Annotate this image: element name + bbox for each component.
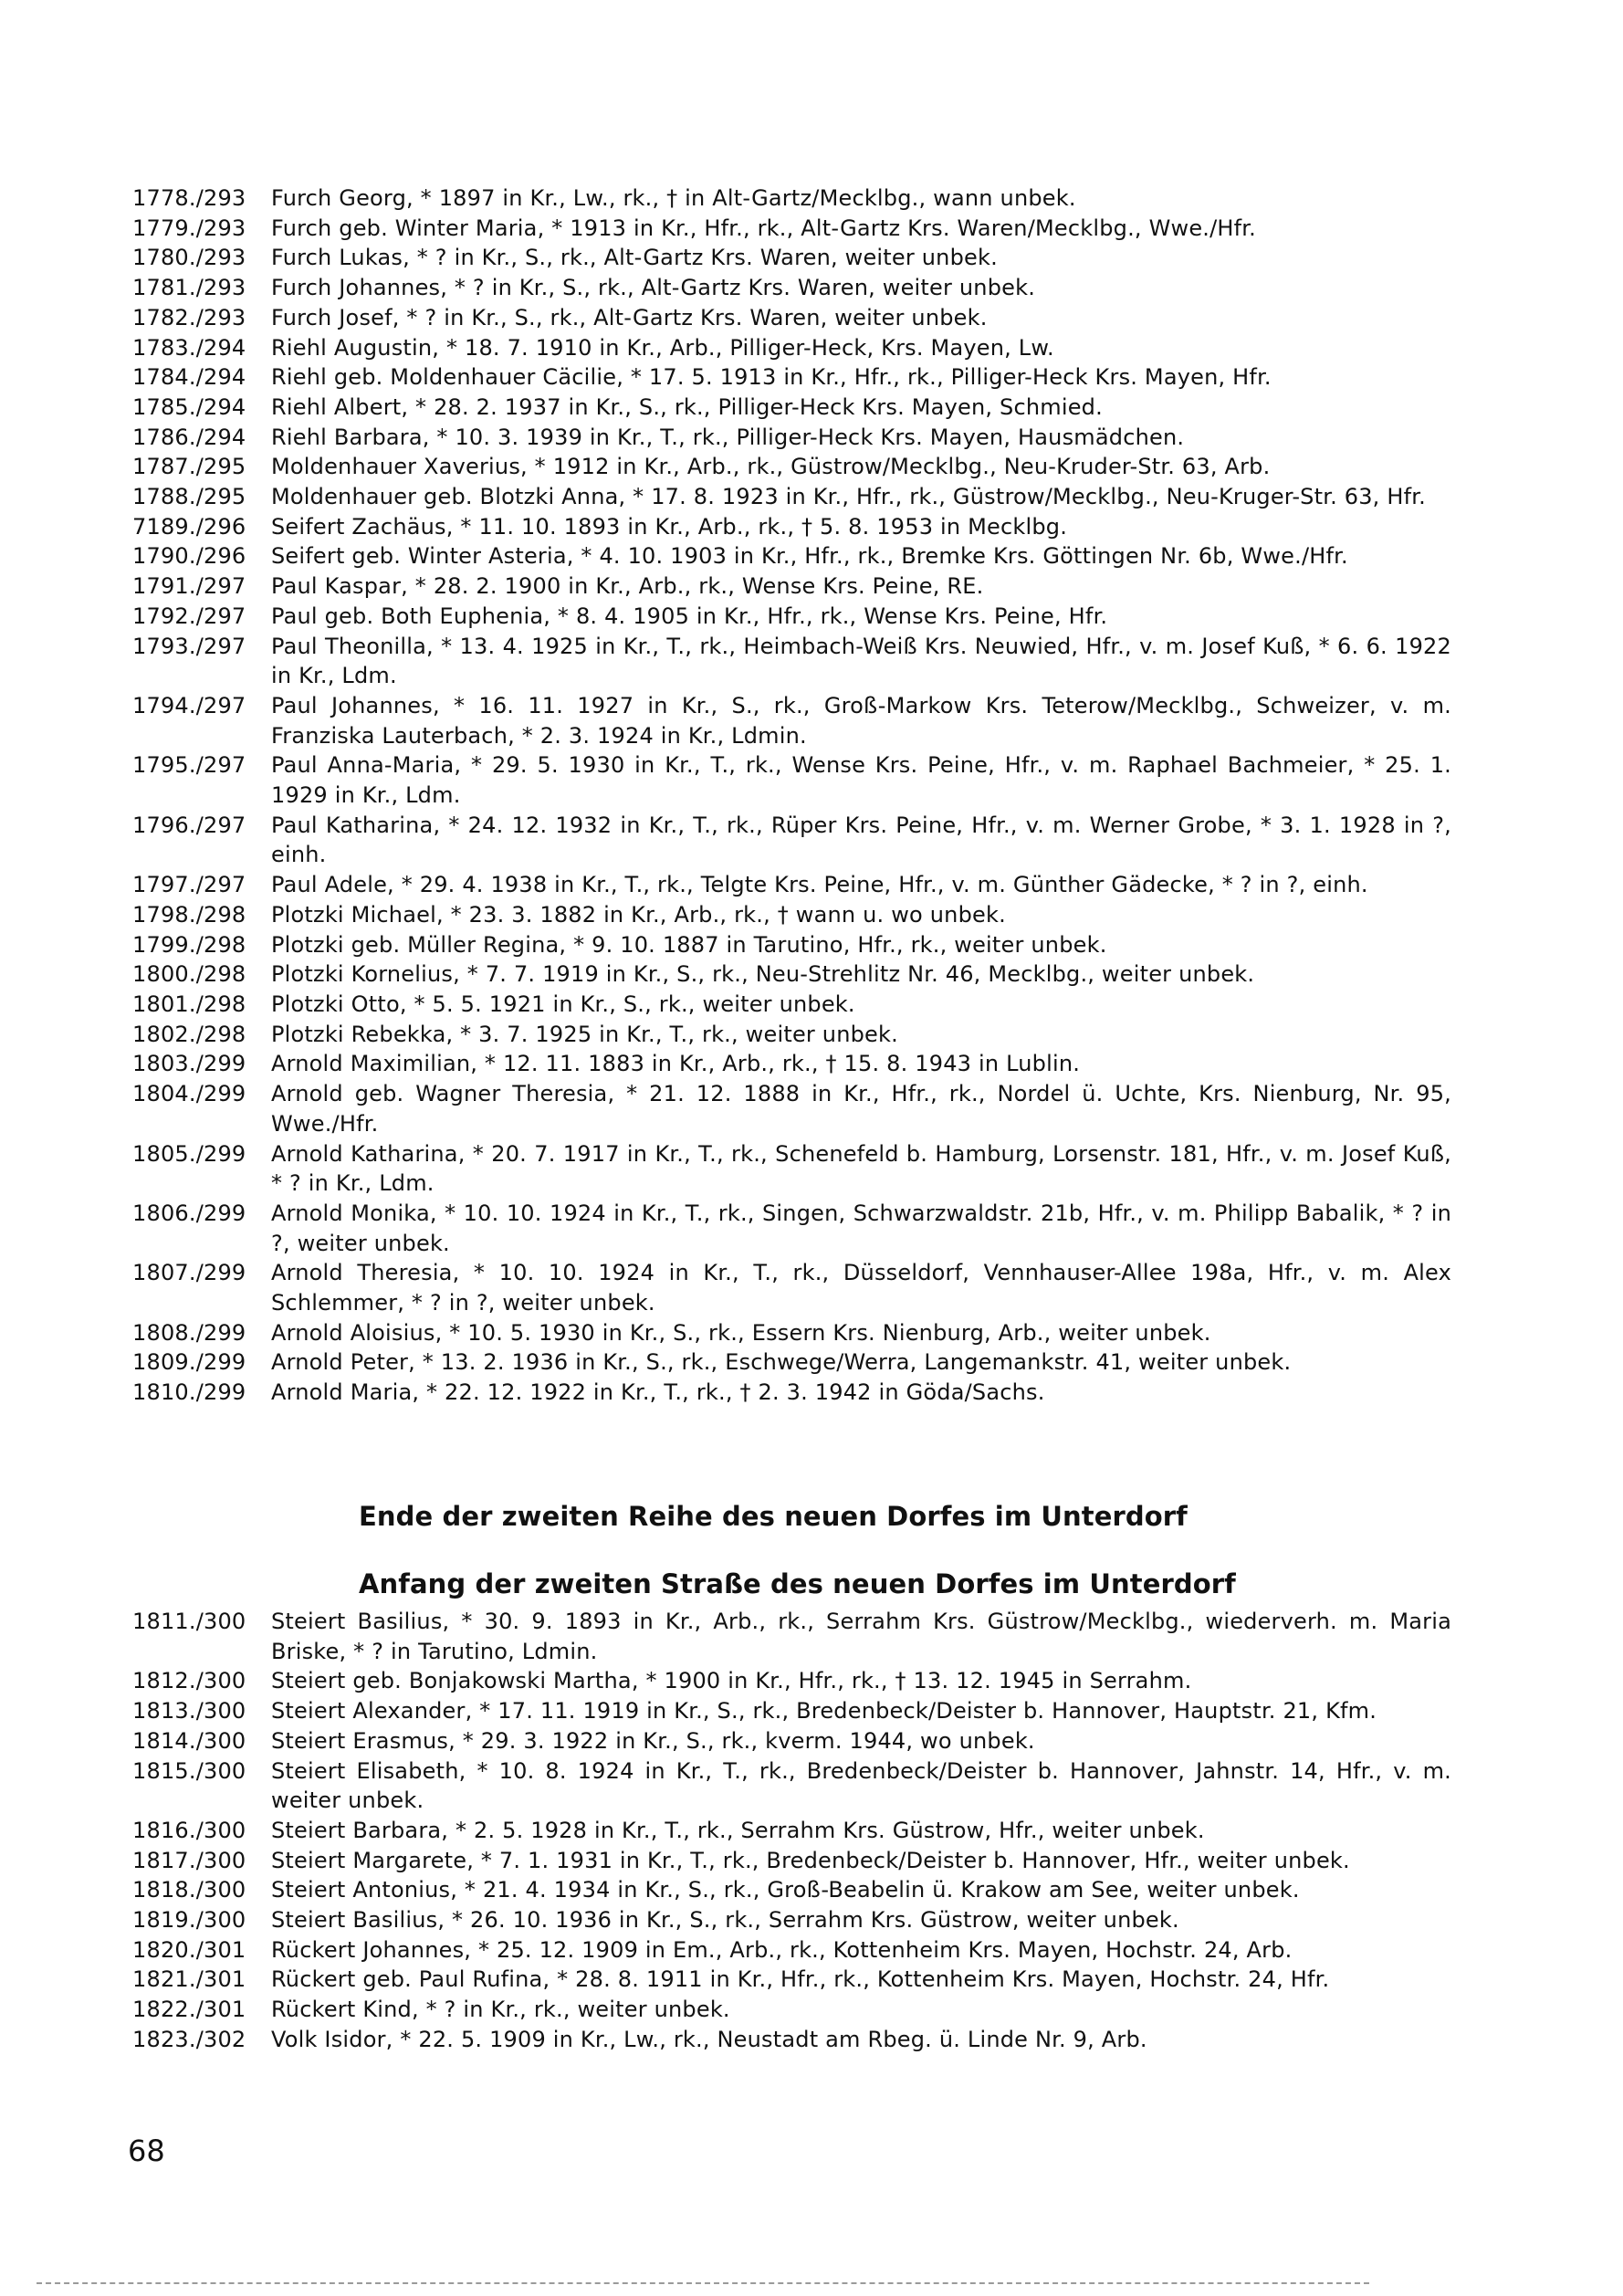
register-entry xyxy=(132,1079,1451,1138)
entry-number: 1782./293 xyxy=(132,304,246,330)
entry-text: Paul Adele, * 29. 4. 1938 in Kr., T., rk., Telgte Krs. Peine, Hfr., v. m. Günther Gädecke, * ? in ?, einh. xyxy=(271,872,1368,898)
entry-number: 1802./298 xyxy=(132,1021,246,1047)
register-entry xyxy=(132,1258,1451,1317)
entry-number: 1818./300 xyxy=(132,1877,246,1903)
entry-text: Steiert Elisabeth, * 10. 8. 1924 in Kr., T., rk., Bredenbeck/Deister b. Hannover, Jahnstr. 14, Hfr., v. m. weiter unbek. xyxy=(271,1757,1451,1814)
register-entry xyxy=(132,1995,1451,2025)
entry-number: 1778./293 xyxy=(132,185,246,211)
entry-text: Arnold Aloisius, * 10. 5. 1930 in Kr., S., rk., Essern Krs. Nienburg, Arb., weiter unbek. xyxy=(271,1319,1211,1346)
register-entry xyxy=(132,691,1451,750)
entry-text: Moldenhauer geb. Blotzki Anna, * 17. 8. 1923 in Kr., Hfr., rk., Güstrow/Mecklbg., Neu-Kruger-Str. 63, Hfr. xyxy=(271,484,1426,510)
entry-number: 1799./298 xyxy=(132,931,246,958)
entry-number: 1784./294 xyxy=(132,364,246,391)
entry-text: Plotzki Kornelius, * 7. 7. 1919 in Kr., S., rk., Neu-Strehlitz Nr. 46, Mecklbg., weiter unbek. xyxy=(271,961,1255,988)
entry-text: Paul Anna-Maria, * 29. 5. 1930 in Kr., T., rk., Wense Krs. Peine, Hfr., v. m. Raphael Bachmeier, * 25. 1. 1929 in Kr., Ldm. xyxy=(271,752,1451,809)
entry-number: 1796./297 xyxy=(132,812,246,838)
entry-text: Arnold Maximilian, * 12. 11. 1883 in Kr., Arb., rk., † 15. 8. 1943 in Lublin. xyxy=(271,1051,1081,1077)
entry-number: 1791./297 xyxy=(132,573,246,600)
register-entry xyxy=(132,1049,1451,1079)
register-entry xyxy=(132,870,1451,900)
entry-text: Rückert Kind, * ? in Kr., rk., weiter unbek. xyxy=(271,1997,730,2023)
entry-number: 1805./299 xyxy=(132,1140,246,1167)
register-entry xyxy=(132,1935,1451,1966)
register-entry xyxy=(132,811,1451,870)
page-number: 68 xyxy=(128,2133,165,2168)
entry-text: Paul Katharina, * 24. 12. 1932 in Kr., T., rk., Rüper Krs. Peine, Hfr., v. m. Werner Grobe, * 3. 1. 1928 in ?, einh. xyxy=(271,812,1451,868)
entry-text: Rückert Johannes, * 25. 12. 1909 in Em., Arb., rk., Kottenheim Krs. Mayen, Hochstr. 24, Arb. xyxy=(271,1936,1293,1963)
entry-number: 1797./297 xyxy=(132,872,246,898)
entry-number: 1809./299 xyxy=(132,1349,246,1376)
entry-text: Arnold Maria, * 22. 12. 1922 in Kr., T., rk., † 2. 3. 1942 in Göda/Sachs. xyxy=(271,1379,1045,1406)
register-entry xyxy=(132,393,1451,423)
register-entry xyxy=(132,1347,1451,1378)
entry-text: Furch Johannes, * ? in Kr., S., rk., Alt-Gartz Krs. Waren, weiter unbek. xyxy=(271,275,1036,301)
entry-text: Steiert geb. Bonjakowski Martha, * 1900 in Kr., Hfr., rk., † 13. 12. 1945 in Serrahm. xyxy=(271,1668,1192,1694)
register-entry xyxy=(132,183,1451,214)
entry-text: Plotzki geb. Müller Regina, * 9. 10. 1887 in Tarutino, Hfr., rk., weiter unbek. xyxy=(271,931,1107,958)
entry-text: Steiert Antonius, * 21. 4. 1934 in Kr., S., rk., Groß-Beabelin ü. Krakow am See, weiter unbek. xyxy=(271,1877,1300,1903)
register-entry xyxy=(132,990,1451,1020)
entry-number: 1804./299 xyxy=(132,1081,246,1107)
register-entry xyxy=(132,303,1451,333)
entry-text: Seifert geb. Winter Asteria, * 4. 10. 1903 in Kr., Hfr., rk., Bremke Krs. Göttingen Nr. 6b, Wwe./Hfr. xyxy=(271,543,1348,570)
register-entry xyxy=(132,452,1451,482)
entry-number: 1810./299 xyxy=(132,1379,246,1406)
entry-text: Riehl Albert, * 28. 2. 1937 in Kr., S., rk., Pilliger-Heck Krs. Mayen, Schmied. xyxy=(271,393,1103,420)
register-entry xyxy=(132,930,1451,960)
register-entry xyxy=(132,1875,1451,1905)
entry-text: Arnold Monika, * 10. 10. 1924 in Kr., T., rk., Singen, Schwarzwaldstr. 21b, Hfr., v. m. Philipp Babalik, * ? in ?, weiter unbek. xyxy=(271,1200,1451,1256)
entry-text: Riehl Barbara, * 10. 3. 1939 in Kr., T., rk., Pilliger-Heck Krs. Mayen, Hausmädchen. xyxy=(271,424,1185,450)
entry-text: Arnold Katharina, * 20. 7. 1917 in Kr., T., rk., Schenefeld b. Hamburg, Lorsenstr. 181, Hfr., v. m. Josef Kuß, * ? in Kr., Ldm. xyxy=(271,1140,1451,1197)
entry-number: 1785./294 xyxy=(132,393,246,420)
entry-number: 1823./302 xyxy=(132,2026,246,2052)
register-entry xyxy=(132,1318,1451,1348)
bottom-scan-line xyxy=(37,2282,1369,2284)
register-entry xyxy=(132,482,1451,512)
entry-text: Plotzki Otto, * 5. 5. 1921 in Kr., S., rk., weiter unbek. xyxy=(271,991,855,1017)
entry-number: 1817./300 xyxy=(132,1847,246,1873)
entry-number: 1779./293 xyxy=(132,215,246,241)
entry-number: 1780./293 xyxy=(132,245,246,271)
register-entry xyxy=(132,2025,1451,2055)
entry-number: 1803./299 xyxy=(132,1051,246,1077)
entry-text: Seifert Zachäus, * 11. 10. 1893 in Kr., Arb., rk., † 5. 8. 1953 in Mecklbg. xyxy=(271,513,1068,540)
entry-text: Steiert Alexander, * 17. 11. 1919 in Kr., S., rk., Bredenbeck/Deister b. Hannover, Hauptstr. 21, Kfm. xyxy=(271,1698,1377,1725)
entry-number: 1815./300 xyxy=(132,1757,246,1784)
register-entry xyxy=(132,632,1451,691)
entry-number: 1793./297 xyxy=(132,633,246,659)
register-entry xyxy=(132,243,1451,273)
entry-text: Moldenhauer Xaverius, * 1912 in Kr., Arb., rk., Güstrow/Mecklbg., Neu-Kruder-Str. 63, Arb. xyxy=(271,454,1271,480)
entry-number: 1786./294 xyxy=(132,424,246,450)
entry-number: 1781./293 xyxy=(132,275,246,301)
entry-text: Furch Lukas, * ? in Kr., S., rk., Alt-Gartz Krs. Waren, weiter unbek. xyxy=(271,245,998,271)
entry-text: Paul Johannes, * 16. 11. 1927 in Kr., S., rk., Groß-Markow Krs. Teterow/Mecklbg., Schweizer, v. m. Franziska Lauterbach, * 2. 3. 1924 in Kr., Ldmin. xyxy=(271,692,1451,749)
register-entry xyxy=(132,1199,1451,1258)
entry-number: 1816./300 xyxy=(132,1817,246,1843)
register-entry xyxy=(132,1756,1451,1816)
entry-number: 1821./301 xyxy=(132,1966,246,1993)
entry-number: 1822./301 xyxy=(132,1997,246,2023)
entry-number: 1788./295 xyxy=(132,484,246,510)
entry-number: 1792./297 xyxy=(132,603,246,629)
register-entry xyxy=(132,1965,1451,1995)
register-entry xyxy=(132,1607,1451,1666)
entry-text: Riehl geb. Moldenhauer Cäcilie, * 17. 5. 1913 in Kr., Hfr., rk., Pilliger-Heck Krs. Mayen, Hfr. xyxy=(271,364,1272,391)
register-entry xyxy=(132,900,1451,930)
entry-text: Furch geb. Winter Maria, * 1913 in Kr., Hfr., rk., Alt-Gartz Krs. Waren/Mecklbg., Wwe./Hfr. xyxy=(271,215,1257,241)
entry-text: Steiert Erasmus, * 29. 3. 1922 in Kr., S., rk., kverm. 1944, wo unbek. xyxy=(271,1727,1035,1754)
entry-number: 1819./300 xyxy=(132,1907,246,1934)
register-entry xyxy=(132,1816,1451,1846)
entry-number: 1790./296 xyxy=(132,543,246,570)
entry-text: Steiert Margarete, * 7. 1. 1931 in Kr., T., rk., Bredenbeck/Deister b. Hannover, Hfr., weiter unbek. xyxy=(271,1847,1350,1873)
register-entry xyxy=(132,1378,1451,1408)
register-entry xyxy=(132,362,1451,393)
entry-text: Paul Kaspar, * 28. 2. 1900 in Kr., Arb., rk., Wense Krs. Peine, RE. xyxy=(271,573,984,600)
entry-number: 1794./297 xyxy=(132,692,246,718)
entry-text: Steiert Basilius, * 30. 9. 1893 in Kr., Arb., rk., Serrahm Krs. Güstrow/Mecklbg., wiederverh. m. Maria Briske, * ? in Tarutino, Ldmin. xyxy=(271,1609,1451,1664)
register-entry xyxy=(132,1666,1451,1696)
entry-text: Steiert Barbara, * 2. 5. 1928 in Kr., T., rk., Serrahm Krs. Güstrow, Hfr., weiter unbek. xyxy=(271,1817,1205,1843)
entry-text: Arnold Theresia, * 10. 10. 1924 in Kr., T., rk., Düsseldorf, Vennhauser-Allee 198a, Hfr., v. m. Alex Schlemmer, * ? in ?, weiter unbek. xyxy=(271,1260,1451,1316)
entry-text: Plotzki Rebekka, * 3. 7. 1925 in Kr., T., rk., weiter unbek. xyxy=(271,1021,898,1047)
register-entry xyxy=(132,1020,1451,1050)
register-entry xyxy=(132,1696,1451,1726)
entry-number: 1807./299 xyxy=(132,1260,246,1286)
entry-number: 1800./298 xyxy=(132,961,246,988)
entry-number: 1812./300 xyxy=(132,1668,246,1694)
register-list-first-row xyxy=(132,183,1451,1408)
register-entry xyxy=(132,541,1451,571)
entry-number: 1820./301 xyxy=(132,1936,246,1963)
entry-text: Plotzki Michael, * 23. 3. 1882 in Kr., Arb., rk., † wann u. wo unbek. xyxy=(271,901,1006,928)
entry-number: 1783./294 xyxy=(132,334,246,361)
register-entry xyxy=(132,750,1451,810)
entry-text: Arnold Peter, * 13. 2. 1936 in Kr., S., rk., Eschwege/Werra, Langemankstr. 41, weiter unbek. xyxy=(271,1349,1292,1376)
entry-number: 1787./295 xyxy=(132,454,246,480)
register-entry xyxy=(132,571,1451,602)
register-list-second-street xyxy=(132,1607,1451,2055)
entry-text: Rückert geb. Paul Rufina, * 28. 8. 1911 in Kr., Hfr., rk., Kottenheim Krs. Mayen, Hochstr. 24, Hfr. xyxy=(271,1966,1330,1993)
entry-number: 1814./300 xyxy=(132,1727,246,1754)
entry-number: 1813./300 xyxy=(132,1698,246,1725)
entry-text: Riehl Augustin, * 18. 7. 1910 in Kr., Arb., Pilliger-Heck, Krs. Mayen, Lw. xyxy=(271,334,1054,361)
register-entry xyxy=(132,333,1451,363)
register-entry xyxy=(132,959,1451,990)
register-entry xyxy=(132,602,1451,632)
entry-number: 1798./298 xyxy=(132,901,246,928)
entry-text: Furch Josef, * ? in Kr., S., rk., Alt-Gartz Krs. Waren, weiter unbek. xyxy=(271,304,988,330)
entry-text: Paul geb. Both Euphenia, * 8. 4. 1905 in Kr., Hfr., rk., Wense Krs. Peine, Hfr. xyxy=(271,603,1108,629)
section-heading-start: Anfang der zweiten Straße des neuen Dorfes im Unterdorf xyxy=(359,1568,1236,1599)
entry-number: 1795./297 xyxy=(132,752,246,779)
entry-text: Furch Georg, * 1897 in Kr., Lw., rk., † in Alt-Gartz/Mecklbg., wann unbek. xyxy=(271,185,1076,211)
entry-number: 1808./299 xyxy=(132,1319,246,1346)
entry-text: Volk Isidor, * 22. 5. 1909 in Kr., Lw., rk., Neustadt am Rbeg. ü. Linde Nr. 9, Arb. xyxy=(271,2026,1147,2052)
register-entry xyxy=(132,512,1451,542)
register-entry xyxy=(132,1726,1451,1756)
section-heading-end: Ende der zweiten Reihe des neuen Dorfes im Unterdorf xyxy=(359,1501,1188,1532)
register-entry xyxy=(132,273,1451,303)
entry-text: Steiert Basilius, * 26. 10. 1936 in Kr., S., rk., Serrahm Krs. Güstrow, weiter unbek. xyxy=(271,1907,1179,1934)
entry-text: Paul Theonilla, * 13. 4. 1925 in Kr., T., rk., Heimbach-Weiß Krs. Neuwied, Hfr., v. m. Josef Kuß, * 6. 6. 1922 in Kr., Ldm. xyxy=(271,633,1451,689)
entry-number: 1806./299 xyxy=(132,1200,246,1226)
entry-number: 7189./296 xyxy=(132,513,246,540)
register-entry xyxy=(132,423,1451,453)
register-entry xyxy=(132,214,1451,244)
register-entry xyxy=(132,1139,1451,1199)
register-entry xyxy=(132,1905,1451,1935)
entry-number: 1811./300 xyxy=(132,1609,246,1634)
entry-text: Arnold geb. Wagner Theresia, * 21. 12. 1888 in Kr., Hfr., rk., Nordel ü. Uchte, Krs. Nienburg, Nr. 95, Wwe./Hfr. xyxy=(271,1081,1451,1137)
entry-number: 1801./298 xyxy=(132,991,246,1017)
register-entry xyxy=(132,1846,1451,1876)
